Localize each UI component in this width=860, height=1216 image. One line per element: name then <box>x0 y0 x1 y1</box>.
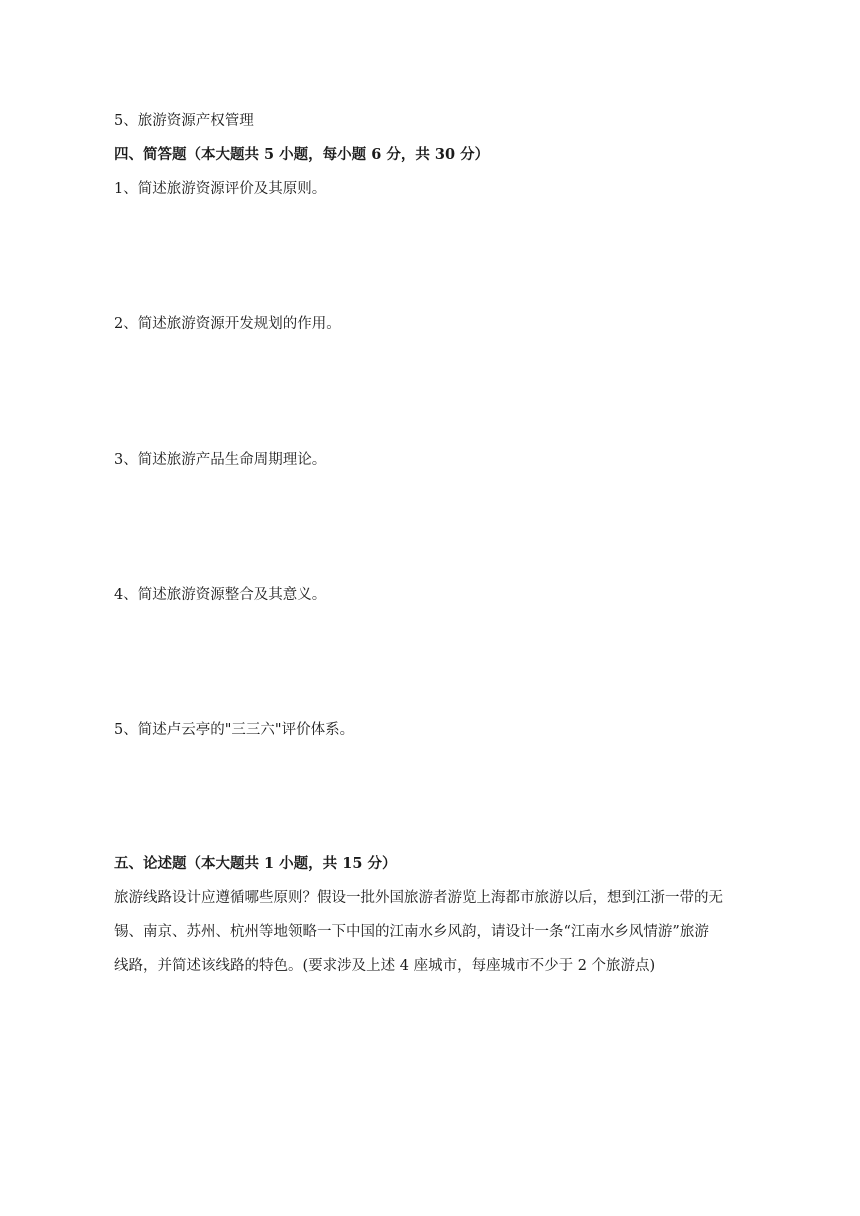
question-3: 3、简述旅游产品生命周期理论。 <box>114 452 327 468</box>
question-1: 1、简述旅游资源评价及其原则。 <box>114 181 327 197</box>
section5-heading: 五、论述题（本大题共 1 小题，共 15 分） <box>114 855 397 872</box>
essay-line-1: 旅游线路设计应遵循哪些原则？假设一批外国旅游者游览上海都市旅游以后，想到江浙一带的无 <box>114 890 723 906</box>
question-4: 4、简述旅游资源整合及其意义。 <box>114 587 327 603</box>
section3-item-5: 5、旅游资源产权管理 <box>114 113 254 129</box>
essay-question <box>114 881 754 983</box>
question-2: 2、简述旅游资源开发规划的作用。 <box>114 316 341 332</box>
question-5: 5、简述卢云亭的"三三六"评价体系。 <box>114 722 355 738</box>
essay-line-2: 锡、南京、苏州、杭州等地领略一下中国的江南水乡风韵，请设计一条“江南水乡风情游”旅游 <box>114 924 709 940</box>
section4-heading: 四、简答题（本大题共 5 小题，每小题 6 分，共 30 分） <box>114 146 490 163</box>
essay-line-3: 线路，并简述该线路的特色。(要求涉及上述 4 座城市，每座城市不少于 2 个旅游点) <box>114 958 656 974</box>
